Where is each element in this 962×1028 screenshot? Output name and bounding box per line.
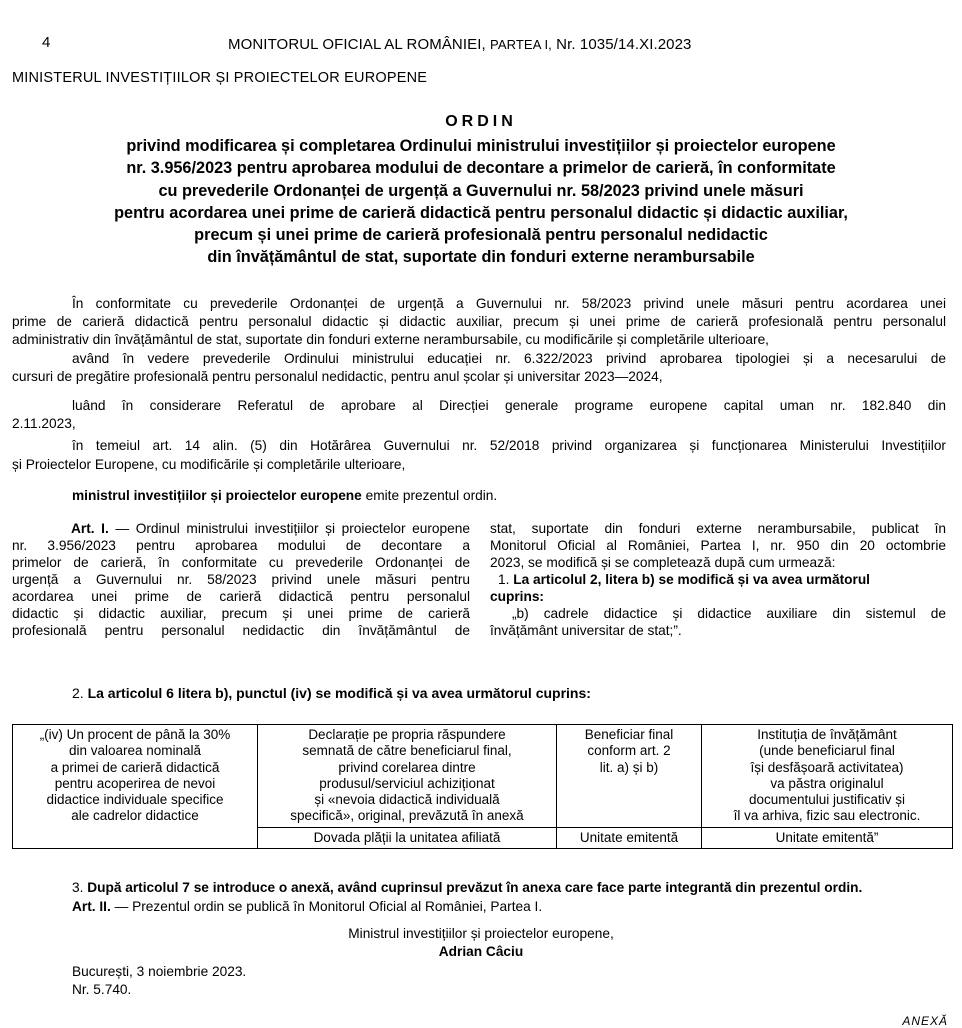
preamble-line: prime de carieră didactică pentru personalul didactic și didactic auxiliar, precum și unei prime de carieră profesională pentru personalul (12, 314, 946, 329)
gazette-header (228, 36, 692, 53)
art1-line: 2023, se modifică și se completează după cum urmează: (490, 555, 836, 570)
art2-label: Art. II. (72, 899, 111, 914)
point1-text: învățământ universitar de stat;”. (490, 623, 682, 638)
annex-label: ANEXĂ (902, 1014, 948, 1028)
table-cell: Dovada plății la unitatea afiliată (258, 827, 557, 848)
point3-heading: 3. După articolul 7 se introduce o anexă, având cuprinsul prevăzut în anexa care face parte integrantă din prezentul ordin. (72, 880, 863, 895)
table-cell: Declarație pe propria răspundere semnată de către beneficiarul final, privind corelarea dintre produsul/serviciul achiziționat și «nevoia didactică individuală specifică», original, prevăzută în anexă (258, 725, 557, 828)
page-number: 4 (42, 34, 51, 51)
preamble-line: cursuri de pregătire profesională pentru personalul nedidactic, pentru anul școlar și universitar 2023—2024, (12, 369, 663, 384)
order-heading: ORDIN (445, 113, 517, 130)
table-cell: „(iv) Un procent de până la 30% din valoarea nominală a primei de carieră didactică pentru acoperirea de nevoi didactice individuale specifice ale cadrelor didactice (13, 725, 258, 849)
preamble-line: având în vedere prevederile Ordinului ministrului educației nr. 6.322/2023 privind aprobarea tipologiei și a necesarului de (72, 351, 946, 366)
art1-line: didactic și didactic auxiliar, precum și unei prime de carieră (12, 606, 470, 621)
table-cell: Beneficiar final conform art. 2 lit. a) și b) (557, 725, 702, 828)
order-number: Nr. 5.740. (72, 982, 132, 997)
preamble-line: luând în considerare Referatul de aprobare al Direcției generale programe europene capital uman nr. 182.840 din (72, 398, 946, 413)
preamble-line: 2.11.2023, (12, 416, 76, 431)
art1-line: profesională pentru personalul nedidactic din învățământul de (12, 623, 470, 638)
signatory-role: Ministrul investițiilor și proiectelor europene, (348, 926, 614, 941)
title-line: precum și unei prime de carieră profesională pentru personalul nedidactic (194, 226, 768, 245)
art1-left-column (12, 520, 470, 639)
title-line: pentru acordarea unei prime de carieră didactică pentru personalul didactic și didactic auxiliar, (114, 203, 848, 222)
point2-heading: 2. La articolul 6 litera b), punctul (iv) se modifică și va avea următorul cuprins: (72, 685, 591, 701)
preamble-line: administrativ din învățământul de stat, suportate din fonduri externe nerambursabile, cu modificările și completările ulterioare, (12, 332, 769, 347)
art1-line: primelor de carieră, în conformitate cu prevederile Ordonanței de (12, 555, 470, 570)
art1-right-column (490, 520, 946, 639)
art1-line: acordarea unei prime de carieră didactică pentru personalul (12, 589, 470, 604)
title-line: nr. 3.956/2023 pentru aprobarea modului de decontare a primelor de carieră, în conformitate (126, 159, 836, 178)
art2: Art. II. — Prezentul ordin se publică în Monitorul Oficial al României, Partea I. (72, 899, 543, 914)
order-title (0, 112, 962, 269)
table-row (13, 725, 953, 828)
point1-heading: 1. La articolul 2, litera b) se modifică și va avea următorul (498, 572, 870, 587)
signatory-name: Adrian Câciu (438, 944, 524, 959)
amendment-table (12, 724, 953, 849)
issuer-name: ministrul investițiilor și proiectelor europene (72, 488, 362, 503)
table-cell: Unitate emitentă (557, 827, 702, 848)
art1-line: Art. I. — Ordinul ministrului investițiilor și proiectelor europene (71, 521, 470, 536)
art1-label: Art. I. (71, 521, 109, 536)
art1-line: Monitorul Oficial al României, Partea I, nr. 950 din 20 octombrie (490, 538, 946, 553)
art1-line: stat, suportate din fonduri externe nerambursabile, publicat în (490, 521, 946, 536)
title-line: cu prevederile Ordonanței de urgență a Guvernului nr. 58/2023 privind unele măsuri (158, 181, 804, 200)
point1-text: „b) cadrele didactice și didactice auxiliare din sistemul de (512, 606, 946, 621)
gazette-part: PARTEA I, (490, 37, 552, 52)
title-line: din învățământul de stat, suportate din fonduri externe nerambursabile (207, 248, 755, 267)
art1-line: nr. 3.956/2023 pentru aprobarea modului de decontare a (12, 538, 470, 553)
issuing-ministry: MINISTERUL INVESTIȚIILOR ȘI PROIECTELOR EUROPENE (12, 70, 428, 86)
issuing-statement (72, 487, 497, 505)
place-date: București, 3 noiembrie 2023. (72, 964, 247, 979)
art1-line: urgență a Guvernului nr. 58/2023 privind unele măsuri pentru (12, 572, 470, 587)
gazette-title: MONITORUL OFICIAL AL ROMÂNIEI, (228, 36, 486, 53)
preamble-line: în temeiul art. 14 alin. (5) din Hotărârea Guvernului nr. 52/2018 privind organizarea și funcționarea Ministerului Investițiilor (72, 438, 946, 453)
title-line: privind modificarea și completarea Ordinului ministrului investițiilor și proiectelor europene (126, 137, 836, 155)
preamble-line: și Proiectelor Europene, cu modificările și completările ulterioare, (12, 457, 406, 472)
preamble-line: În conformitate cu prevederile Ordonanței de urgență a Guvernului nr. 58/2023 privind unele măsuri pentru acordarea unei (72, 296, 946, 311)
table-cell: Unitate emitentă” (702, 827, 953, 848)
point1-heading-cont: cuprins: (490, 589, 544, 604)
gazette-issue: Nr. 1035/14.XI.2023 (556, 36, 692, 53)
issuer-rest: emite prezentul ordin. (361, 488, 498, 503)
table-cell: Instituția de învățământ (unde beneficiarul final își desfășoară activitatea) va păstra originalul documentului justificativ și îl va arhiva, fizic sau electronic. (702, 725, 953, 828)
